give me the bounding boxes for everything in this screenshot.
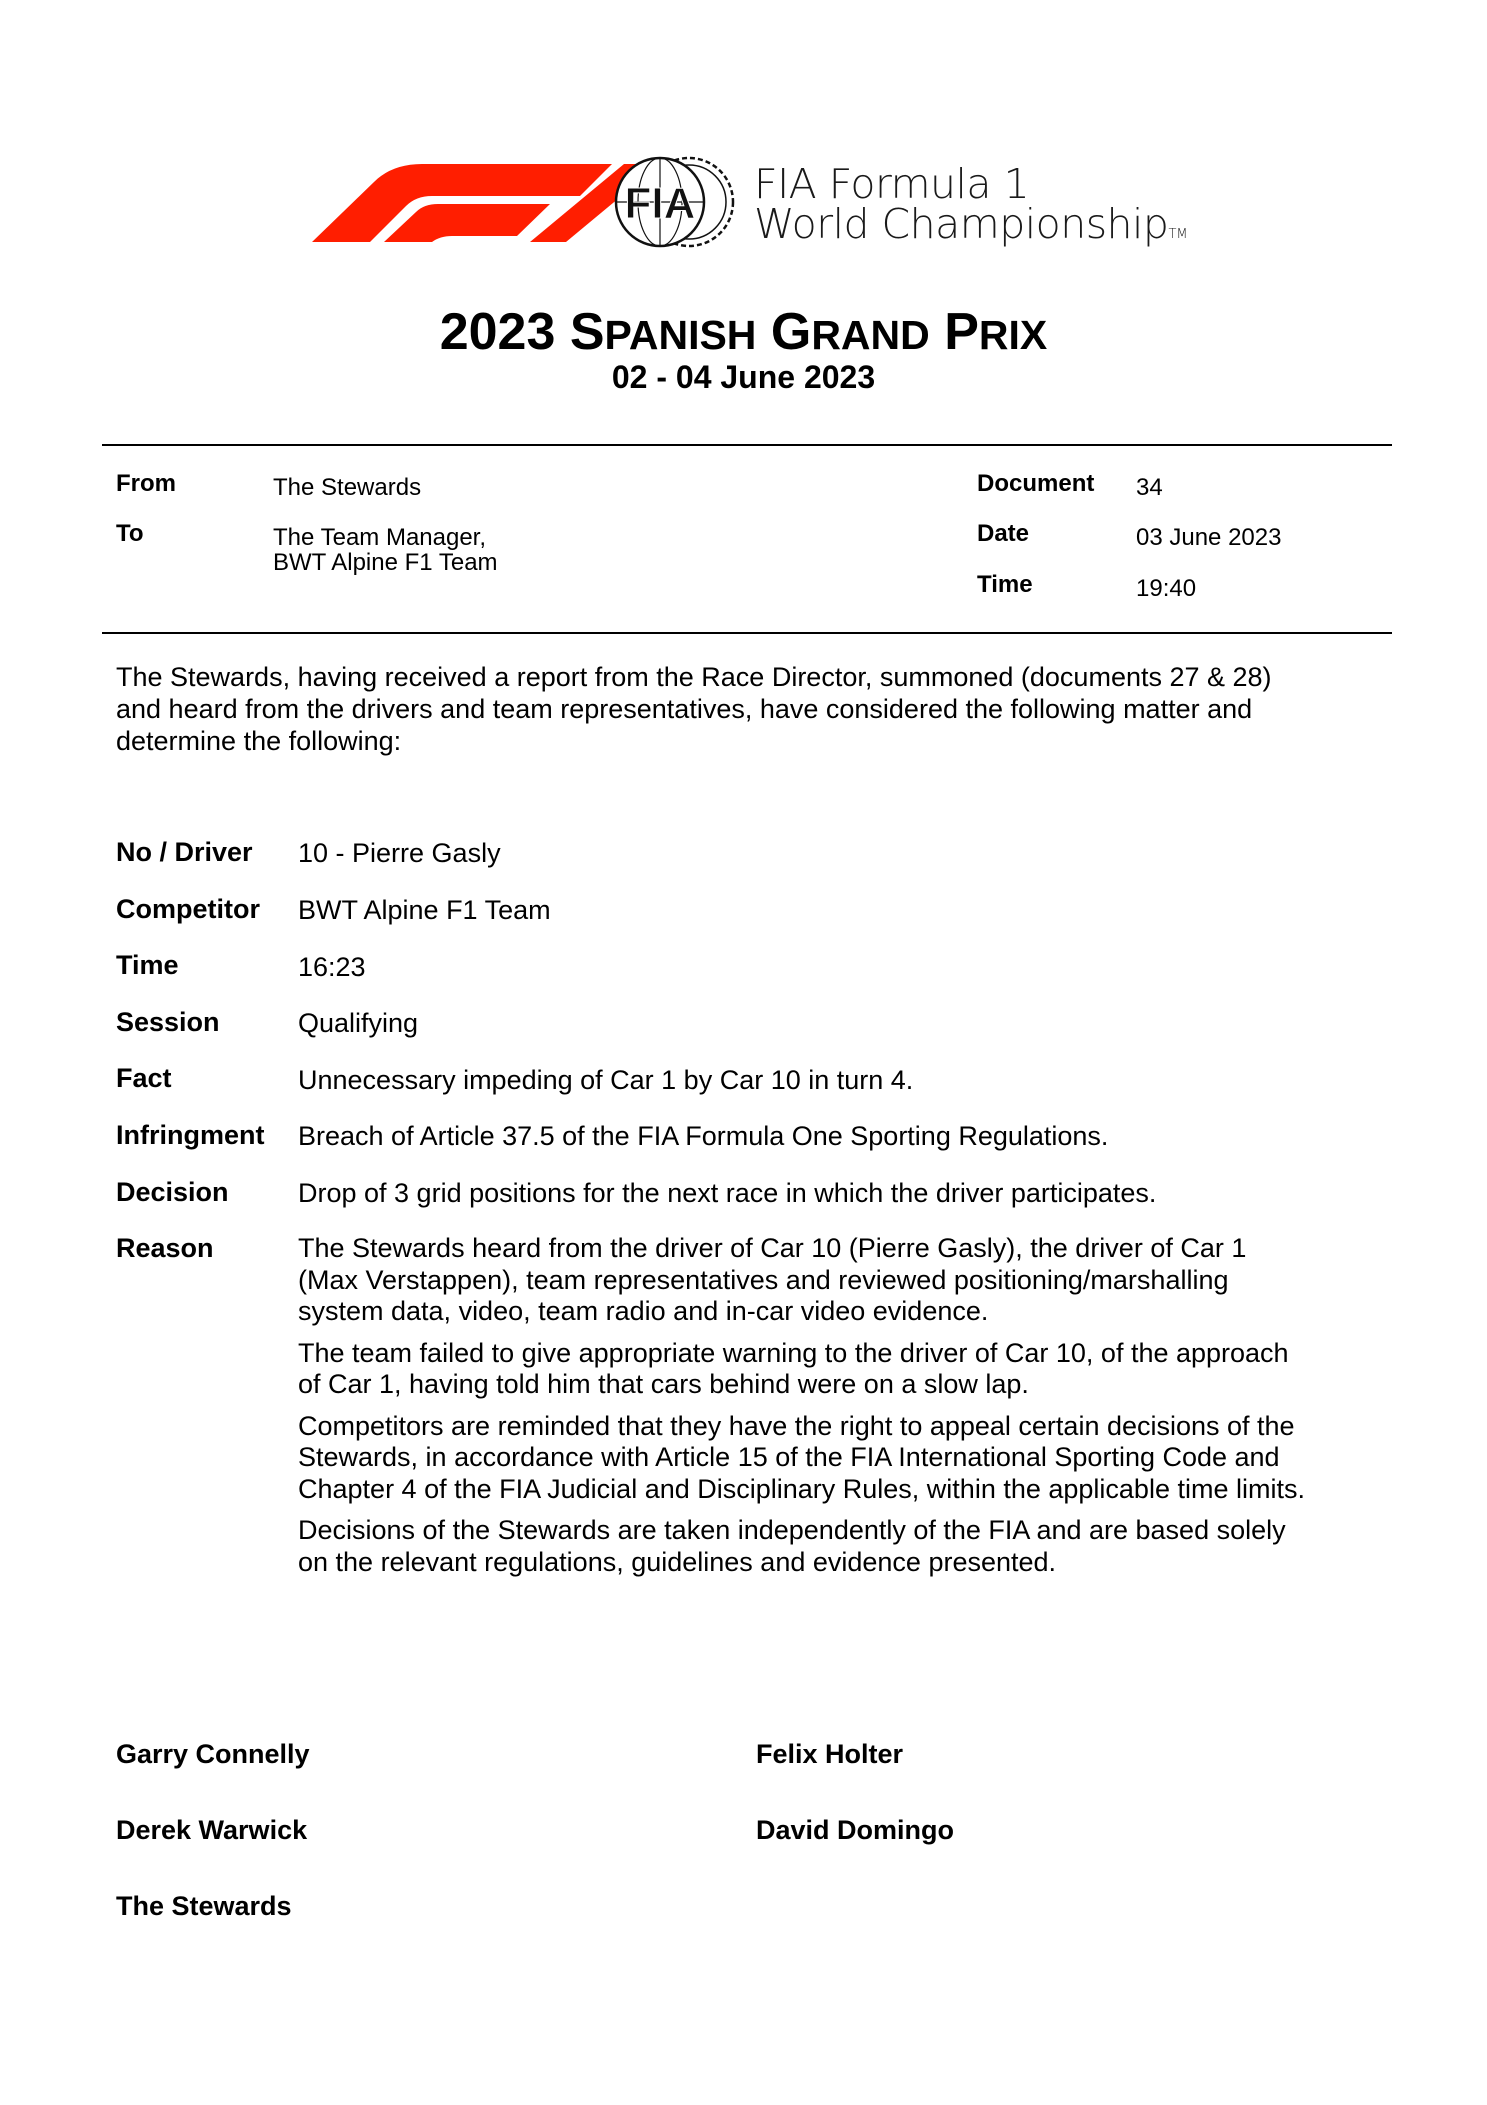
date-value: 03 June 2023	[1136, 524, 1282, 551]
intro-line: determine the following:	[116, 726, 402, 756]
to-label: To	[116, 520, 144, 547]
title-word-prix	[944, 303, 1047, 361]
trademark-mark: TM	[1168, 227, 1188, 242]
title-word-spanish	[570, 303, 757, 361]
title-rest: PANISH	[604, 312, 757, 358]
logo-line2-wrap	[754, 200, 1188, 255]
intro-paragraph	[116, 661, 1406, 757]
header-bottom-rule	[102, 632, 1392, 634]
time-value: 19:40	[1136, 575, 1197, 602]
steward-name: David Domingo	[756, 1815, 955, 1845]
competitor-label: Competitor	[116, 894, 260, 924]
title-rest: RIX	[978, 312, 1048, 358]
reason-line: Stewards, in accordance with Article 15 of the FIA International Sporting Code and	[298, 1442, 1280, 1472]
driver-value: 10 - Pierre Gasly	[298, 838, 501, 868]
document-number: 34	[1136, 474, 1163, 501]
appeal-notice-paragraph	[298, 1411, 1378, 1506]
to-value-line1: The Team Manager,	[273, 524, 487, 551]
driver-label: No / Driver	[116, 837, 253, 867]
document-label: Document	[977, 470, 1095, 497]
header-top-rule	[102, 444, 1392, 446]
title-rest: RAND	[811, 312, 930, 358]
fia-emblem-icon	[616, 158, 733, 246]
from-label: From	[116, 470, 176, 497]
event-title	[0, 302, 1487, 365]
f1-logo-icon	[312, 152, 742, 262]
reason-paragraph	[298, 1233, 1378, 1328]
title-word-grand	[771, 303, 930, 361]
logo-wordmark	[754, 160, 1188, 255]
steward-name: Derek Warwick	[116, 1815, 308, 1845]
session-label: Session	[116, 1007, 220, 1037]
fact-label: Fact	[116, 1063, 172, 1093]
independence-notice-paragraph	[298, 1515, 1378, 1578]
logo-line1: FIA Formula 1	[754, 160, 1030, 208]
time-label: Time	[977, 571, 1033, 598]
title-year: 2023	[439, 303, 556, 361]
session-value: Qualifying	[298, 1008, 419, 1038]
title-initial: G	[770, 303, 812, 361]
intro-line: The Stewards, having received a report from the Race Director, summoned (documents 27 & 28)	[116, 662, 1272, 692]
reason-text	[298, 1233, 1378, 1588]
intro-line: and heard from the drivers and team representatives, have considered the following matter and	[116, 694, 1253, 724]
svg-text:FIA: FIA	[624, 179, 696, 228]
infringement-label: Infringment	[116, 1120, 265, 1150]
decision-value: Drop of 3 grid positions for the next race in which the driver participates.	[298, 1178, 1157, 1208]
reason-line: Decisions of the Stewards are taken independently of the FIA and are based solely	[298, 1515, 1286, 1545]
reason-line: on the relevant regulations, guidelines and evidence presented.	[298, 1546, 1057, 1577]
fact-value: Unnecessary impeding of Car 1 by Car 10 in turn 4.	[298, 1065, 914, 1095]
infringement-value: Breach of Article 37.5 of the FIA Formula One Sporting Regulations.	[298, 1121, 1109, 1151]
reason-line: (Max Verstappen), team representatives and reviewed positioning/marshalling	[298, 1264, 1229, 1295]
decision-label: Decision	[116, 1177, 229, 1207]
steward-name: Garry Connelly	[116, 1739, 310, 1769]
event-dates: 02 - 04 June 2023	[611, 359, 876, 395]
competitor-value: BWT Alpine F1 Team	[298, 895, 551, 925]
f1-fia-logo	[312, 152, 1212, 262]
title-initial: S	[569, 303, 605, 361]
to-value-line2: BWT Alpine F1 Team	[273, 549, 498, 576]
reason-line: The Stewards heard from the driver of Car 10 (Pierre Gasly), the driver of Car 1	[298, 1233, 1247, 1263]
reason-line: Competitors are reminded that they have the right to appeal certain decisions of the	[298, 1410, 1295, 1441]
incident-time-value: 16:23	[298, 952, 366, 982]
reason-line: The team failed to give appropriate warning to the driver of Car 10, of the approach	[298, 1337, 1289, 1368]
steward-name: Felix Holter	[756, 1739, 904, 1769]
incident-time-label: Time	[116, 950, 179, 980]
date-label: Date	[977, 520, 1030, 547]
reason-label: Reason	[116, 1233, 214, 1263]
logo-line2: World Championship	[754, 200, 1169, 248]
title-initial: P	[944, 303, 979, 361]
reason-line: of Car 1, having told him that cars behind were on a slow lap.	[298, 1369, 1029, 1399]
stewards-closing: The Stewards	[116, 1891, 292, 1921]
reason-line: Chapter 4 of the FIA Judicial and Disciplinary Rules, within the applicable time limits.	[298, 1473, 1305, 1504]
reason-line: system data, video, team radio and in-car video evidence.	[298, 1296, 989, 1326]
from-value: The Stewards	[273, 474, 422, 501]
reason-paragraph	[298, 1338, 1378, 1401]
